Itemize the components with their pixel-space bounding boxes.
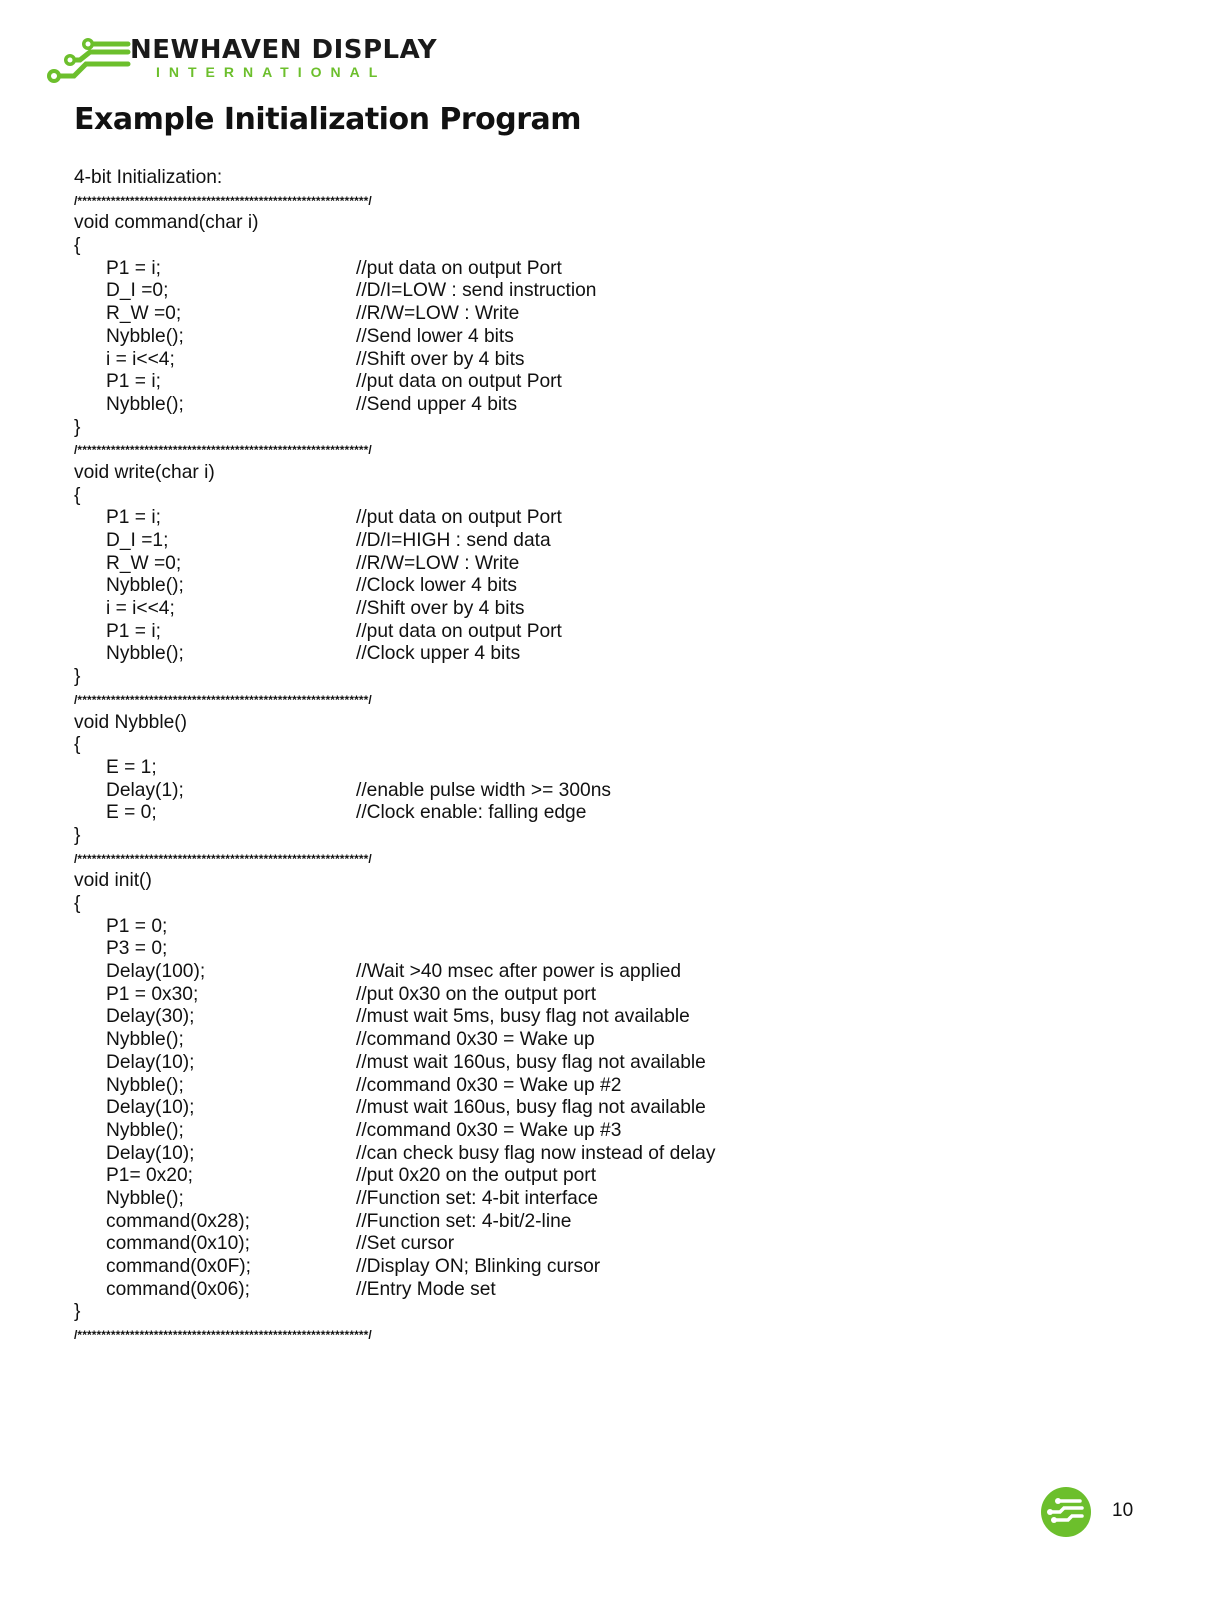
code-line xyxy=(74,1211,774,1234)
code-text: } xyxy=(74,666,81,688)
code-line xyxy=(74,212,774,235)
code-statement: Nybble(); xyxy=(106,643,184,665)
separator-text: /*************************************************************/ xyxy=(74,443,372,458)
separator-text: /*************************************************************/ xyxy=(74,692,372,707)
code-comment: //Clock lower 4 bits xyxy=(356,575,518,597)
code-statement: Delay(10); xyxy=(106,1097,195,1119)
code-comment: //put data on output Port xyxy=(356,507,562,529)
code-line xyxy=(74,167,774,190)
code-statement: Nybble(); xyxy=(106,1119,184,1141)
code-statement: P1 = i; xyxy=(106,620,161,642)
code-comment: //D/I=LOW : send instruction xyxy=(356,280,597,302)
code-statement: Nybble(); xyxy=(106,1029,184,1051)
code-line xyxy=(74,1256,774,1279)
code-line xyxy=(74,757,774,780)
code-comment: //must wait 160us, busy flag not available xyxy=(356,1051,706,1073)
code-line xyxy=(74,1143,774,1166)
code-statement: i = i<<4; xyxy=(106,348,175,370)
footer-logo-icon xyxy=(1040,1486,1092,1538)
code-statement: Nybble(); xyxy=(106,575,184,597)
code-statement: i = i<<4; xyxy=(106,598,175,620)
code-line xyxy=(74,349,774,372)
code-line xyxy=(74,1006,774,1029)
code-line xyxy=(74,598,774,621)
code-line xyxy=(74,984,774,1007)
code-text: } xyxy=(74,1301,81,1323)
code-line xyxy=(74,1097,774,1120)
code-statement: P3 = 0; xyxy=(106,938,168,960)
code-line xyxy=(74,371,774,394)
code-statement: P1 = i; xyxy=(106,507,161,529)
code-line xyxy=(74,825,774,848)
code-comment: //Function set: 4-bit/2-line xyxy=(356,1210,572,1232)
code-comment: //enable pulse width >= 300ns xyxy=(356,779,611,801)
separator-line xyxy=(74,190,774,213)
code-statement: Delay(10); xyxy=(106,1142,195,1164)
code-comment: //Clock upper 4 bits xyxy=(356,643,521,665)
code-line xyxy=(74,553,774,576)
code-line xyxy=(74,712,774,735)
code-line xyxy=(74,1075,774,1098)
separator-line xyxy=(74,439,774,462)
code-line xyxy=(74,1165,774,1188)
code-line xyxy=(74,1233,774,1256)
code-line xyxy=(74,258,774,281)
code-statement: Nybble(); xyxy=(106,1074,184,1096)
code-line xyxy=(74,1301,774,1324)
code-comment: //command 0x30 = Wake up xyxy=(356,1029,595,1051)
code-comment: //must wait 160us, busy flag not available xyxy=(356,1097,706,1119)
code-statement: command(0x28); xyxy=(106,1210,250,1232)
code-comment: //command 0x30 = Wake up #3 xyxy=(356,1119,622,1141)
code-comment: //R/W=LOW : Write xyxy=(356,552,520,574)
code-comment: //Entry Mode set xyxy=(356,1278,496,1300)
code-text: void write(char i) xyxy=(74,461,215,483)
separator-text: /*************************************************************/ xyxy=(74,1328,372,1343)
code-text: { xyxy=(74,235,81,257)
code-statement: Nybble(); xyxy=(106,1187,184,1209)
code-comment: //Set cursor xyxy=(356,1233,455,1255)
code-comment: //must wait 5ms, busy flag not available xyxy=(356,1006,690,1028)
code-statement: Nybble(); xyxy=(106,325,184,347)
code-text: } xyxy=(74,824,81,846)
page-title: Example Initialization Program xyxy=(74,102,582,137)
code-comment: //command 0x30 = Wake up #2 xyxy=(356,1074,622,1096)
brand-subtitle: INTERNATIONAL xyxy=(156,64,387,80)
code-text: void Nybble() xyxy=(74,711,188,733)
code-text: 4-bit Initialization: xyxy=(74,167,223,188)
code-statement: R_W =0; xyxy=(106,303,182,325)
code-comment: //Shift over by 4 bits xyxy=(356,598,525,620)
code-comment: //can check busy flag now instead of delay xyxy=(356,1142,716,1164)
separator-line xyxy=(74,848,774,871)
code-statement: command(0x06); xyxy=(106,1278,250,1300)
code-comment: //Shift over by 4 bits xyxy=(356,348,525,370)
code-line xyxy=(74,1279,774,1302)
code-comment: //Send lower 4 bits xyxy=(356,325,514,347)
code-line xyxy=(74,643,774,666)
code-comment: //Clock enable: falling edge xyxy=(356,802,587,824)
code-text: } xyxy=(74,416,81,438)
code-comment: //Display ON; Blinking cursor xyxy=(356,1256,601,1277)
code-statement: E = 0; xyxy=(106,802,157,824)
code-line xyxy=(74,394,774,417)
code-text: { xyxy=(74,484,81,506)
code-text: void init() xyxy=(74,870,152,892)
code-line xyxy=(74,938,774,961)
code-comment: //Wait >40 msec after power is applied xyxy=(356,961,682,983)
code-line xyxy=(74,303,774,326)
code-statement: P1 = i; xyxy=(106,371,161,393)
separator-line xyxy=(74,1324,774,1347)
code-statement: R_W =0; xyxy=(106,552,182,574)
code-statement: D_I =1; xyxy=(106,530,169,551)
brand-name: NEWHAVEN DISPLAY xyxy=(130,35,438,65)
code-line xyxy=(74,575,774,598)
code-statement: Delay(100); xyxy=(106,961,206,983)
code-line xyxy=(74,280,774,303)
code-statement: Delay(1); xyxy=(106,779,184,801)
code-line xyxy=(74,1120,774,1143)
code-comment: //put 0x20 on the output port xyxy=(356,1165,597,1187)
separator-text: /*************************************************************/ xyxy=(74,851,372,866)
code-line xyxy=(74,1188,774,1211)
code-comment: //put 0x30 on the output port xyxy=(356,983,597,1005)
code-line xyxy=(74,235,774,258)
code-comment: //R/W=LOW : Write xyxy=(356,303,520,325)
code-comment: //D/I=HIGH : send data xyxy=(356,530,551,551)
circuit-logo-icon xyxy=(44,34,134,90)
code-comment: //put data on output Port xyxy=(356,257,562,279)
code-comment: //Function set: 4-bit interface xyxy=(356,1187,599,1209)
code-statement: command(0x0F); xyxy=(106,1256,252,1277)
code-line xyxy=(74,1052,774,1075)
code-line xyxy=(74,780,774,803)
code-line xyxy=(74,621,774,644)
code-line xyxy=(74,870,774,893)
code-line xyxy=(74,961,774,984)
code-line xyxy=(74,417,774,440)
code-statement: P1 = i; xyxy=(106,257,161,279)
code-line xyxy=(74,734,774,757)
code-statement: D_I =0; xyxy=(106,280,169,302)
page-number: 10 xyxy=(1112,1500,1134,1521)
code-comment: //put data on output Port xyxy=(356,620,562,642)
code-line xyxy=(74,893,774,916)
code-line xyxy=(74,802,774,825)
code-statement: Delay(10); xyxy=(106,1051,195,1073)
code-statement: P1 = 0x30; xyxy=(106,983,199,1005)
code-listing xyxy=(74,167,774,1347)
code-line xyxy=(74,1029,774,1052)
code-statement: Nybble(); xyxy=(106,393,184,415)
code-text: { xyxy=(74,734,81,756)
separator-line xyxy=(74,689,774,712)
code-line xyxy=(74,530,774,553)
code-line xyxy=(74,507,774,530)
code-line xyxy=(74,916,774,939)
code-statement: command(0x10); xyxy=(106,1233,250,1255)
code-line xyxy=(74,326,774,349)
code-line xyxy=(74,462,774,485)
code-comment: //put data on output Port xyxy=(356,371,562,393)
company-logo xyxy=(44,34,444,90)
code-line xyxy=(74,485,774,508)
code-line xyxy=(74,666,774,689)
code-statement: Delay(30); xyxy=(106,1006,195,1028)
code-text: { xyxy=(74,893,81,914)
separator-text: /*************************************************************/ xyxy=(74,193,372,208)
code-statement: E = 1; xyxy=(106,756,157,778)
code-comment: //Send upper 4 bits xyxy=(356,393,518,415)
code-text: void command(char i) xyxy=(74,212,259,234)
code-statement: P1= 0x20; xyxy=(106,1165,193,1187)
code-statement: P1 = 0; xyxy=(106,915,168,937)
